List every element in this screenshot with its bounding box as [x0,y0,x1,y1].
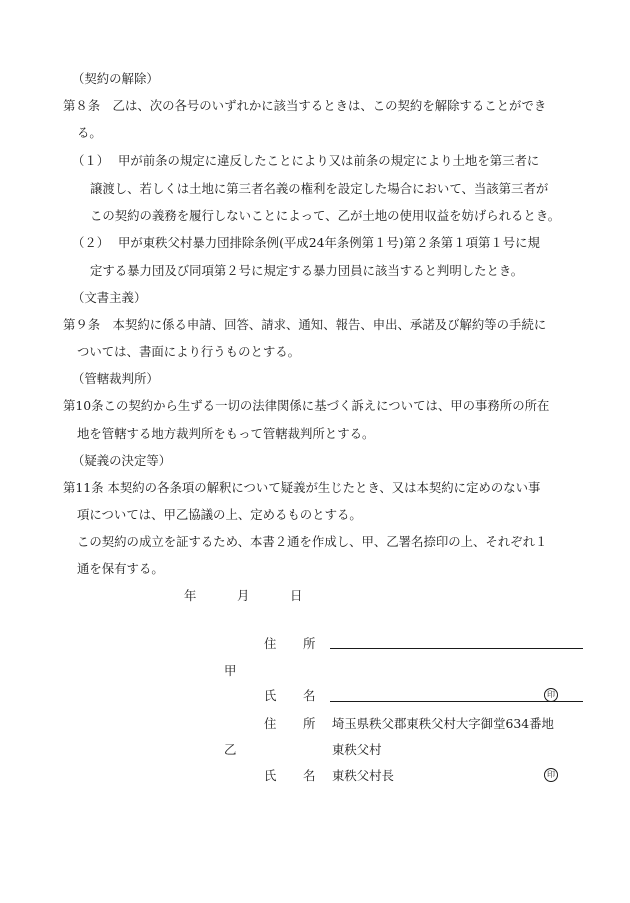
party-b-name-label-2: 名 [303,768,316,783]
article10-text-line2: 地を管轄する地方裁判所をもって管轄裁判所とする。 [77,426,375,441]
article8-item1-line3: この契約の義務を履行しないことによって、乙が土地の使用収益を妨げられるとき。 [90,208,561,223]
article8-item1-line1: 甲が前条の規定に違反したことにより又は前条の規定により土地を第三者に [118,153,540,168]
article8-text-line2: る。 [77,125,102,140]
article11-text-line1: 第11条 本契約の各条項の解釈について疑義が生じたとき、又は本契約に定めのない事 [63,480,541,495]
article8-item1-number: （１） [72,153,110,168]
party-a-seal-mark: 印 [544,688,558,702]
date-month: 月 [237,588,250,603]
party-b-name-label-1: 氏 [264,768,277,783]
article8-item2-line2: 定する暴力団及び同項第２号に規定する暴力団員に該当すると判明したとき。 [90,263,524,278]
article8-text-line1: 第８条 乙は、次の各号のいずれかに該当するときは、この契約を解除することができ [63,98,547,113]
party-a-name-label-2: 名 [303,688,316,703]
party-a-name-label-1: 氏 [264,688,277,703]
party-b-organization: 東秩父村 [332,742,382,757]
article9-text-line1: 第９条 本契約に係る申請、回答、請求、通知、報告、申出、承諾及び解約等の手続に [63,317,547,332]
party-a-address-underline [330,648,583,649]
article11-heading: （疑義の決定等） [72,453,172,468]
article10-text-line1: 第10条この契約から生ずる一切の法律関係に基づく訴えについては、甲の事務所の所在 [63,398,550,413]
article8-item2-line1: 甲が東秩父村暴力団排除条例(平成24年条例第１号)第２条第１項第１号に規 [118,235,540,250]
party-b-address-label-2: 所 [303,716,316,731]
party-a-address-label-2: 所 [303,636,316,651]
article8-item2-number: （２） [72,235,110,250]
party-b-name-value: 東秩父村長 [332,768,394,783]
article8-heading: （契約の解除） [72,71,159,86]
party-b-seal-mark: 印 [544,768,558,782]
party-b-label: 乙 [224,742,237,757]
date-day: 日 [290,588,303,603]
closing-line1: この契約の成立を証するため、本書２通を作成し、甲、乙署名捺印の上、それぞれ１ [77,534,548,549]
article11-text-line2: 項については、甲乙協議の上、定めるものとする。 [77,507,362,522]
party-b-address-label-1: 住 [264,716,277,731]
article10-heading: （管轄裁判所） [72,371,159,386]
party-a-label: 甲 [224,663,237,678]
party-a-address-label-1: 住 [264,636,277,651]
party-a-name-underline [330,701,583,702]
party-b-address-value: 埼玉県秩父郡東秩父村大字御堂634番地 [332,716,554,731]
closing-line2: 通を保有する。 [77,561,164,576]
date-year: 年 [184,588,197,603]
article8-item1-line2: 譲渡し、若しくは土地に第三者名義の権利を設定した場合において、当該第三者が [90,181,549,196]
article9-text-line2: ついては、書面により行うものとする。 [77,344,301,359]
article9-heading: （文書主義） [72,290,147,305]
